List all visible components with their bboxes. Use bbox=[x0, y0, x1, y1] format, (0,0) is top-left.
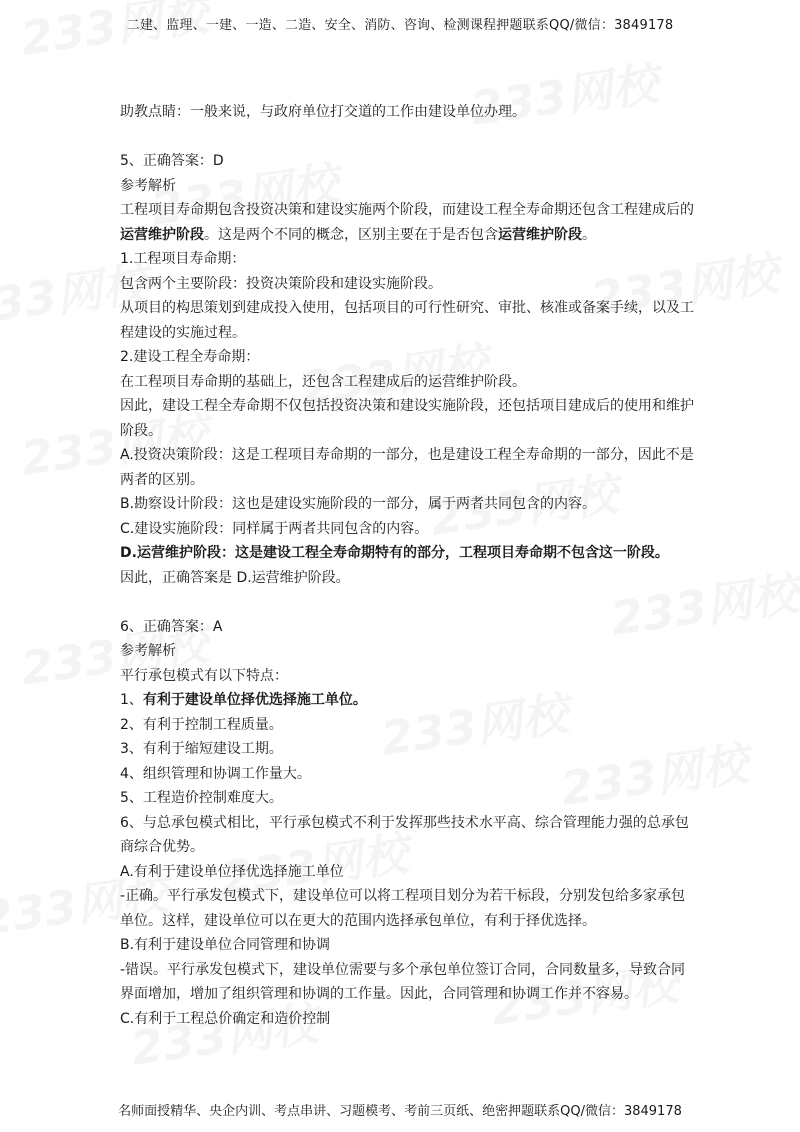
paragraph bbox=[120, 247, 695, 272]
text-run: 因此，正确答案是 D.运营维护阶段。 bbox=[120, 569, 350, 586]
paragraph bbox=[120, 174, 695, 199]
paragraph bbox=[120, 615, 695, 640]
text-run: 。这是两个不同的概念，区别主要在于是否包含 bbox=[204, 226, 498, 243]
paragraph-gap bbox=[120, 125, 695, 150]
text-run: 1、 bbox=[120, 692, 143, 708]
paragraph bbox=[120, 149, 695, 174]
paragraph bbox=[120, 933, 695, 958]
text-run: -错误。平行承发包模式下，建设单位需要与多个承包单位签订合同，合同数量多，导致合同界面增加，增加了组织管理和协调的工作量。因此，合同管理和协调工作并不容易。 bbox=[120, 961, 686, 1002]
paragraph bbox=[120, 443, 695, 492]
paragraph-gap bbox=[120, 590, 695, 615]
paragraph bbox=[120, 272, 695, 297]
paragraph bbox=[120, 198, 695, 247]
bold-text: 运营维护阶段 bbox=[498, 226, 582, 243]
paragraph bbox=[120, 884, 695, 933]
text-run: -正确。平行承发包模式下，建设单位可以将工程项目划分为若干标段，分别发包给多家承包单位。这样，建设单位可以在更大的范围内选择承包单位，有利于择优选择。 bbox=[120, 888, 686, 929]
text-run: A.投资决策阶段：这是工程项目寿命期的一部分，也是建设工程全寿命期的一部分，因此不是两者的区别。 bbox=[120, 447, 694, 488]
watermark bbox=[16, 0, 211, 69]
text-run: 5、正确答案：D bbox=[120, 153, 224, 169]
text-run: 6、正确答案：A bbox=[120, 618, 223, 635]
text-run: C.有利于工程总价确定和造价控制 bbox=[120, 1010, 331, 1027]
paragraph bbox=[120, 811, 695, 860]
text-run: 平行承包模式有以下特点： bbox=[120, 667, 288, 684]
paragraph bbox=[120, 345, 695, 370]
text-run: 3、有利于缩短建设工期。 bbox=[120, 741, 283, 757]
paragraph bbox=[120, 737, 695, 762]
text-run: 工程项目寿命期包含投资决策和建设实施两个阶段，而建设工程全寿命期还包含工程建成后的 bbox=[120, 202, 694, 218]
text-run: 因此，建设工程全寿命期不仅包括投资决策和建设实施阶段，还包括项目建成后的使用和维护阶段。 bbox=[120, 398, 694, 439]
text-run: 包含两个主要阶段：投资决策阶段和建设实施阶段。 bbox=[120, 275, 442, 292]
text-run: 2、有利于控制工程质量。 bbox=[120, 716, 283, 733]
page-footer: 名师面授精华、央企内训、考点串讲、习题模考、考前三页纸、绝密押题联系QQ/微信：3849178 bbox=[118, 1104, 682, 1119]
paragraph bbox=[120, 370, 695, 395]
text-run: 4、组织管理和协调工作量大。 bbox=[120, 765, 311, 782]
text-run: B.勘察设计阶段：这也是建设实施阶段的一部分，属于两者共同包含的内容。 bbox=[120, 496, 597, 512]
bold-text: 运营维护阶段 bbox=[120, 226, 204, 243]
paragraph bbox=[120, 786, 695, 811]
paragraph bbox=[120, 860, 695, 885]
text-run: 助教点睛：一般来说，与政府单位打交道的工作由建设单位办理。 bbox=[120, 104, 526, 120]
text-run: 从项目的构思策划到建成投入使用，包括项目的可行性研究、审批、核准或备案手续，以及工程建设的实施过程。 bbox=[120, 300, 694, 341]
text-run: 参考解析 bbox=[120, 177, 176, 194]
text-run: 2.建设工程全寿命期： bbox=[120, 349, 260, 365]
text-run: 。 bbox=[582, 226, 596, 243]
page-header: 二建、监理、一建、一造、二造、安全、消防、咨询、检测课程押题联系QQ/微信：3849178 bbox=[126, 18, 674, 33]
text-run: C.建设实施阶段：同样属于两者共同包含的内容。 bbox=[120, 520, 429, 537]
paragraph bbox=[120, 958, 695, 1007]
paragraph bbox=[120, 296, 695, 345]
text-run: 5、工程造价控制难度大。 bbox=[120, 790, 283, 806]
paragraph bbox=[120, 639, 695, 664]
paragraph bbox=[120, 566, 695, 591]
paragraph bbox=[120, 517, 695, 542]
paragraph bbox=[120, 100, 695, 125]
paragraph bbox=[120, 762, 695, 787]
paragraph bbox=[120, 688, 695, 713]
paragraph bbox=[120, 664, 695, 689]
bold-text: 有利于建设单位择优选择施工单位。 bbox=[142, 692, 367, 708]
text-run: B.有利于建设单位合同管理和协调 bbox=[120, 937, 331, 953]
bold-text: D.运营维护阶段：这是建设工程全寿命期特有的部分，工程项目寿命期不包含这一阶段。 bbox=[120, 545, 669, 561]
paragraph bbox=[120, 1007, 695, 1032]
paragraph bbox=[120, 713, 695, 738]
paragraph bbox=[120, 541, 695, 566]
text-run: 6、与总承包模式相比，平行承包模式不利于发挥那些技术水平高、综合管理能力强的总承包商综合优势。 bbox=[120, 814, 689, 855]
text-run: 在工程项目寿命期的基础上，还包含工程建成后的运营维护阶段。 bbox=[120, 373, 526, 390]
paragraph bbox=[120, 492, 695, 517]
paragraph bbox=[120, 394, 695, 443]
text-run: 1.工程项目寿命期： bbox=[120, 251, 246, 267]
document-body bbox=[120, 100, 695, 1031]
text-run: A.有利于建设单位择优选择施工单位 bbox=[120, 863, 344, 880]
text-run: 参考解析 bbox=[120, 643, 176, 659]
